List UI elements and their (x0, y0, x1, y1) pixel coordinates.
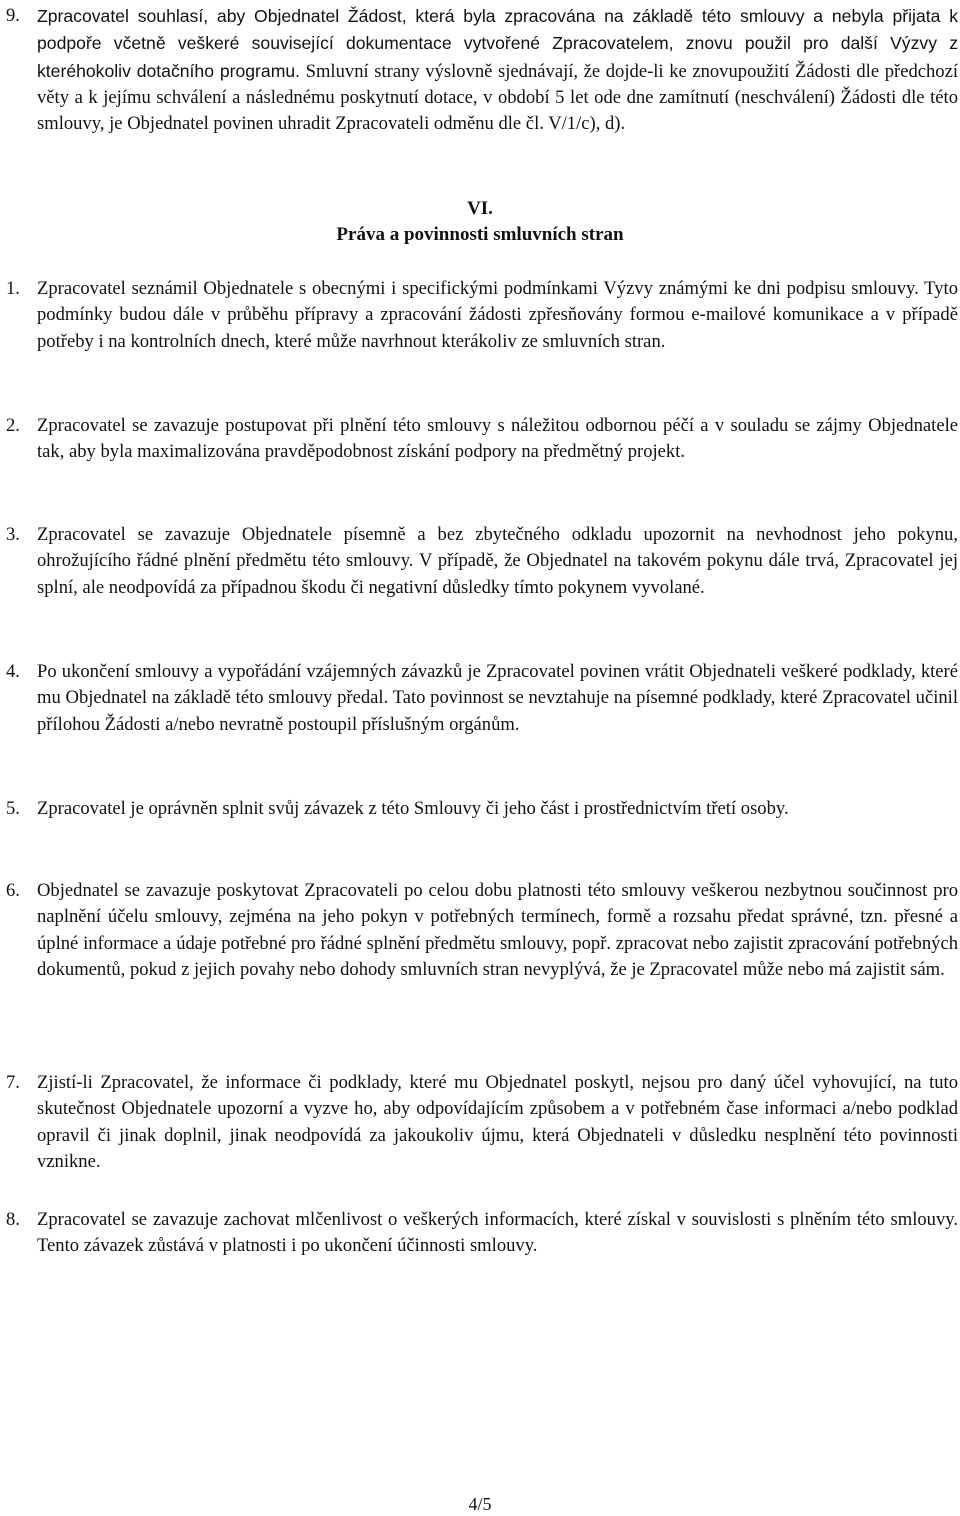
clause-number: 9. (6, 5, 20, 26)
clause-9 (6, 3, 958, 137)
clause-number: 8. (6, 1209, 20, 1230)
clause-number: 2. (6, 415, 20, 436)
clause-text: Zpracovatel se zavazuje Objednatele písemně a bez zbytečného odkladu upozornit na nevhodnost jeho pokynu, ohrožujícího řádné plnění předmětu této smlouvy. V případě, že Objednatel na takovém pokynu dále trvá, Zpracovatel jej splní, ale neodpovídá za případnou škodu či negativní důsledky tímto pokynem vyvolané. (37, 524, 958, 598)
clause-text: Zpracovatel seznámil Objednatele s obecnými i specifickými podmínkami Výzvy známými ke dni podpisu smlouvy. Tyto podmínky budou dále v průběhu přípravy a zpracování žádosti zpřesňovány formou e-mailové komunikace a v případě potřeby i na kontrolních dnech, které může navrhnout kterákoliv ze smluvních stran. (37, 278, 958, 352)
clause-number: 4. (6, 661, 20, 682)
section-title: Práva a povinnosti smluvních stran (336, 224, 624, 245)
clause-7 (6, 1070, 958, 1175)
clause-6 (6, 878, 958, 983)
clause-8 (6, 1207, 958, 1260)
clause-text-part: Zpracovatel souhlasí, aby Objednatel Žádost, která byla zpracována na základě této smlouvy a nebyla přijata k podpoře včetně veškeré související dokumentace vytvořené Zpracovatelem, znovu použil pro další Výzvy z kteréhokoliv dotačního programu. (37, 6, 958, 81)
clause-number: 1. (6, 278, 20, 299)
clause-text: Zpracovatel je oprávněn splnit svůj závazek z této Smlouvy či jeho část i prostřednictvím třetí osoby. (37, 798, 789, 819)
clause-1 (6, 276, 958, 355)
clause-4 (6, 659, 958, 738)
clause-text: Objednatel se zavazuje poskytovat Zpracovateli po celou dobu platnosti této smlouvy veškerou nezbytnou součinnost pro naplnění účelu smlouvy, zejména na jeho pokyn v potřebných termínech, formě a rozsahu předat správné, tzn. přesné a úplné informace a údaje potřebné pro řádné splnění předmětu smlouvy, popř. zpracovat nebo zajistit zpracování potřebných dokumentů, pokud z jejich povahy nebo dohody smluvních stran nevyplývá, že je Zpracovatel může nebo má zajistit sám. (37, 880, 958, 980)
clause-text-part: Smluvní strany výslovně sjednávají, že dojde-li ke znovupoužití Žádosti dle předchozí věty a k jejímu schválení a následnému poskytnutí dotace, v období 5 let ode dne zamítnutí (neschválení) Žádosti dle této smlouvy, je Objednatel povinen uhradit Zpracovateli odměnu dle čl. V/1/c), d). (37, 60, 959, 135)
clause-number: 7. (6, 1072, 20, 1093)
section-number: VI. (467, 198, 493, 219)
clause-text (6, 3, 958, 137)
clause-number: 6. (6, 880, 20, 901)
clause-text: Po ukončení smlouvy a vypořádání vzájemných závazků je Zpracovatel povinen vrátit Objednateli veškeré podklady, které mu Objednatel na základě této smlouvy předal. Tato povinnost se nevztahuje na písemné podklady, které Zpracovatel učinil přílohou Žádosti a/nebo nevratně postoupil příslušným orgánům. (37, 661, 958, 735)
clause-2 (6, 413, 958, 466)
clause-text: Zjistí-li Zpracovatel, že informace či podklady, které mu Objednatel poskytl, nejsou pro daný účel vyhovující, na tuto skutečnost Objednatele upozorní a vyzve ho, aby odpovídajícím způsobem a v potřebném čase informaci a/nebo podklad opravil či jinak doplnil, jinak neodpovídá za jakoukoliv újmu, která Objednateli v důsledku nesplnění této povinnosti vznikne. (37, 1072, 958, 1172)
clause-text: Zpracovatel se zavazuje postupovat při plnění této smlouvy s náležitou odbornou péčí a v souladu se zájmy Objednatele tak, aby byla maximalizována pravděpodobnost získání podpory na předmětný projekt. (37, 415, 958, 463)
clause-number: 3. (6, 524, 20, 545)
clause-text: Zpracovatel se zavazuje zachovat mlčenlivost o veškerých informacích, které získal v souvislosti s plněním této smlouvy. Tento závazek zůstává v platnosti i po ukončení účinnosti smlouvy. (37, 1209, 958, 1257)
clause-3 (6, 522, 958, 601)
clause-5 (6, 796, 958, 822)
page-number: 4/5 (468, 1494, 492, 1514)
clause-number: 5. (6, 798, 20, 819)
